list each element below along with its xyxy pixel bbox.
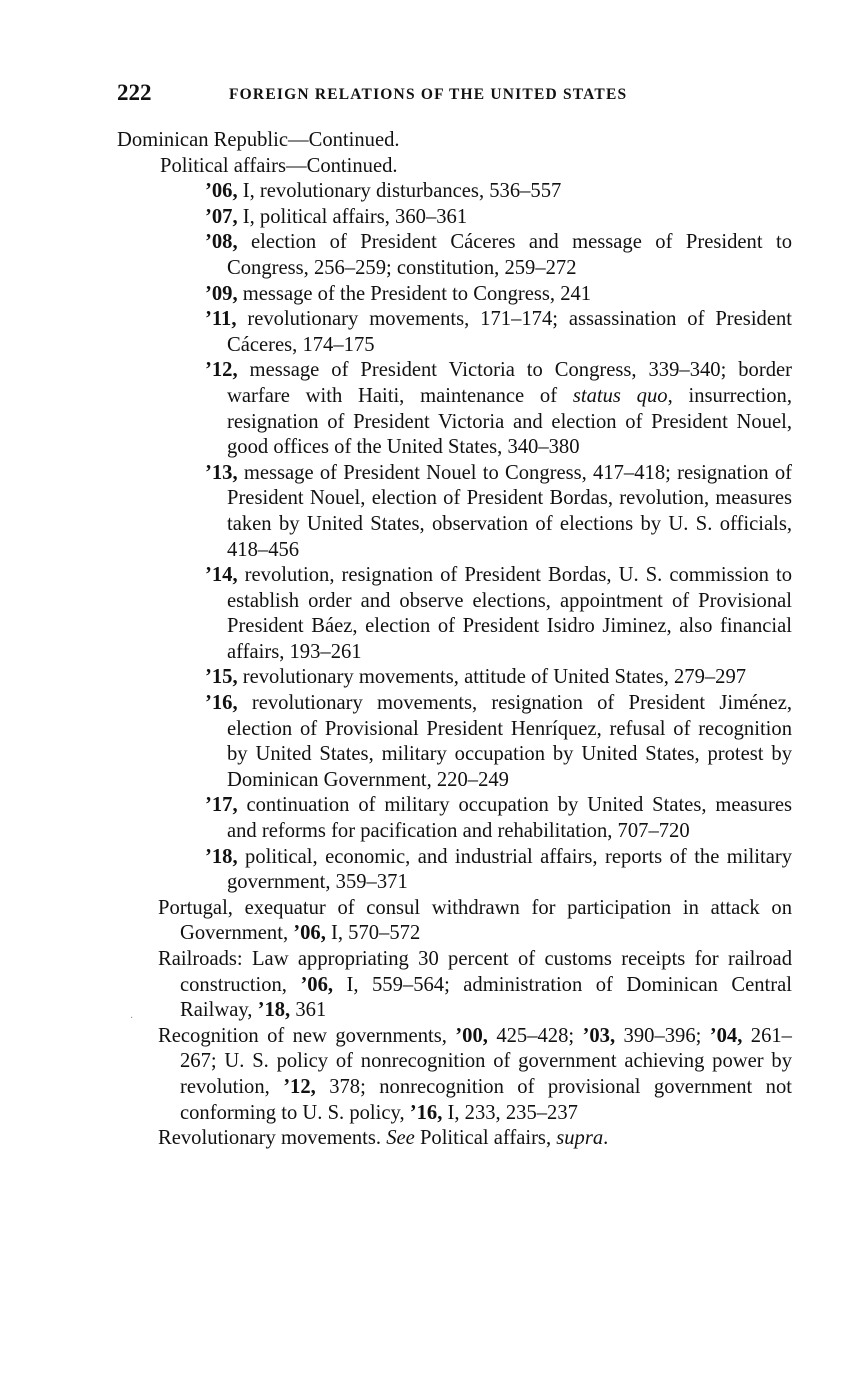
index-entry xyxy=(117,358,792,460)
entry-text: message of President Victoria to Congress, 339–340; border warfare with Haiti, maintenance of xyxy=(227,359,792,407)
subentry-text: Political affairs, xyxy=(414,1127,557,1150)
entry-year: ’15, xyxy=(205,666,238,689)
index-entry xyxy=(117,793,792,844)
entry-year: ’14, xyxy=(205,564,238,587)
entry-year: ’12, xyxy=(283,1075,316,1098)
subentry-text: I, 570–572 xyxy=(325,922,421,945)
entry-year: ’06, xyxy=(293,922,326,945)
entry-year: ’13, xyxy=(205,461,238,484)
index-entry xyxy=(117,230,792,281)
entry-text: message of President Nouel to Congress, 417–418; resignation of President Nouel, election of President Bordas, revolution, measures taken by United States, observation of elections by U. S. officials, 418–456 xyxy=(227,461,792,561)
entry-year: ’18, xyxy=(205,845,238,868)
index-entry xyxy=(117,307,792,358)
entry-year: ’18, xyxy=(257,999,291,1022)
entry-text: , insurrection, resignation of President Victoria and election of President Nouel, good offices of the United States, 340–380 xyxy=(227,384,793,459)
index-entry xyxy=(117,665,792,691)
index-entry xyxy=(117,461,792,563)
entry-year: ’09, xyxy=(205,282,238,305)
subentry-revolutionary xyxy=(117,1126,792,1152)
entry-text: revolutionary movements, resignation of President Jiménez, election of Provisional President Henríquez, refusal of recognition by United States, military occupation by United States, protest by Dominican Government, 220–249 xyxy=(227,692,792,791)
index-entry xyxy=(117,179,792,205)
entry-year: ’16, xyxy=(205,692,238,715)
index-entry xyxy=(117,845,792,896)
entry-text: revolutionary movements, 171–174; assassination of President Cáceres, 174–175 xyxy=(227,308,792,356)
index-entry xyxy=(117,205,792,231)
cross-reference-see: See xyxy=(386,1127,415,1150)
page-header xyxy=(117,80,797,110)
entry-text: revolutionary movements, attitude of United States, 279–297 xyxy=(237,666,747,689)
subentry-text: . xyxy=(603,1127,609,1150)
subentry-railroads xyxy=(117,947,792,1024)
index-subheading: Political affairs—Continued. xyxy=(160,154,398,177)
cross-reference-supra: supra xyxy=(556,1127,604,1150)
subentry-portugal xyxy=(117,896,792,947)
subentry-text: I, 233, 235–237 xyxy=(442,1101,578,1124)
subentry-text: 361 xyxy=(290,999,327,1022)
subentry-text: 425–428; xyxy=(487,1024,583,1047)
entry-text: political, economic, and industrial affairs, reports of the military government, 359–371 xyxy=(227,845,792,894)
running-title: FOREIGN RELATIONS OF THE UNITED STATES xyxy=(229,86,628,103)
subentry-text: 390–396; xyxy=(615,1024,710,1047)
index-entry xyxy=(117,563,792,665)
entry-year: ’08, xyxy=(205,231,238,254)
subentry-text: Portugal, exequatur of consul withdrawn for participation in attack on Government, xyxy=(158,896,792,945)
entry-text: I, revolutionary disturbances, 536–557 xyxy=(237,180,562,203)
index-entry xyxy=(117,282,792,308)
entry-year: ’06, xyxy=(300,973,334,996)
entry-text: I, political affairs, 360–361 xyxy=(237,205,468,228)
index-heading: Dominican Republic—Continued. xyxy=(117,129,400,151)
entry-year: ’06, xyxy=(205,180,238,203)
entry-text: continuation of military occupation by United States, measures and reforms for pacification and rehabilitation, 707–720 xyxy=(227,794,792,843)
entry-year: ’12, xyxy=(205,359,238,382)
index-body xyxy=(117,128,792,1152)
subentry-text: 378; nonrecognition of provisional government not conforming to U. S. policy, xyxy=(180,1075,792,1124)
entry-year: ’16, xyxy=(409,1101,443,1124)
entry-text: election of President Cáceres and message of President to Congress, 256–259; constitution, 259–272 xyxy=(227,231,792,279)
subentry-recognition xyxy=(117,1024,792,1126)
entry-year: ’07, xyxy=(205,205,238,228)
page-number: 222 xyxy=(117,80,152,105)
subentry-text: Revolutionary movements. xyxy=(158,1127,387,1150)
margin-mark: · xyxy=(130,1013,134,1024)
entry-year: ’03, xyxy=(582,1024,616,1047)
subentry-text: I, 559–564; administration of Dominican Central Railway, xyxy=(180,973,792,1022)
entry-year: ’00, xyxy=(455,1024,488,1047)
index-entry xyxy=(117,691,792,793)
subentry-text: 261–267; U. S. policy of nonrecognition of government achieving power by revolution, xyxy=(180,1024,792,1098)
subentry-text: Railroads: Law appropriating 30 percent of customs receipts for railroad construction, xyxy=(158,948,792,996)
subentry-text: Recognition of new governments, xyxy=(158,1024,456,1047)
entry-italic: status quo xyxy=(572,384,668,407)
entry-year: ’04, xyxy=(709,1024,743,1047)
entry-text: revolution, resignation of President Bordas, U. S. commission to establish order and observe elections, appointment of Provisional President Báez, election of President Isidro Jiminez, also financial affairs, 193–261 xyxy=(227,564,792,663)
entry-year: ’17, xyxy=(205,794,238,817)
entry-year: ’11, xyxy=(205,308,237,331)
entry-text: message of the President to Congress, 241 xyxy=(237,282,592,305)
